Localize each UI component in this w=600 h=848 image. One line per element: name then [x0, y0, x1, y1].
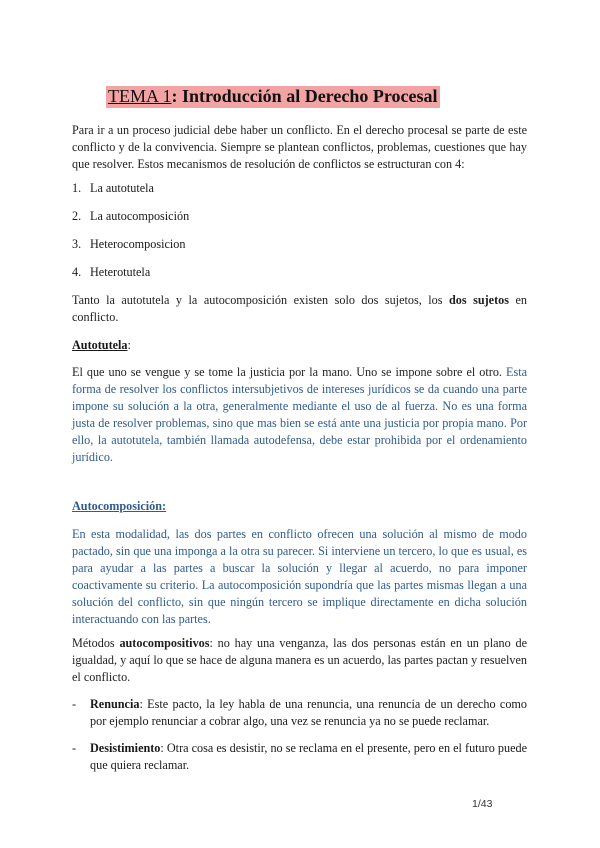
title-prefix: TEMA 1: [108, 86, 172, 106]
list-item-label: La autocomposición: [90, 209, 190, 223]
autotutela-paragraph: [72, 364, 527, 466]
renuncia-rest: : Este pacto, la ley habla de una renuncia, una renuncia de un derecho como por ejemplo renunciar a cobrar algo, una vez se renuncia ya no se puede reclamar.: [90, 697, 527, 728]
list-item-number: 1.: [72, 181, 82, 195]
renuncia-text: [90, 696, 527, 730]
desistimiento-rest: : Otra cosa es desistir, no se reclama en el presente, pero en el futuro puede que quiera reclamar.: [90, 741, 527, 772]
autocomposicion-heading: Autocomposición:: [72, 499, 167, 513]
list-item: [72, 236, 185, 253]
autotutela-blue: Esta forma de resolver los conflictos intersubjetivos de intereses jurídicos se da cuando una parte impone su solución a la otra, generalmente mediante el uso de al fuerza. No es una forma justa de resolver problemas, sino que mas bien se está ante una justicia por propia mano. Por ello, la autotutela, también llamada autodefensa, debe estar prohibida por el ordenamiento jurídico.: [72, 365, 527, 464]
page-number: 1/43: [472, 798, 493, 810]
title-highlight: [106, 86, 440, 108]
desistimiento-text: [90, 740, 527, 774]
two-subjects-after: en conflicto.: [72, 293, 527, 324]
metodos-after: : no hay una venganza, las dos personas están en un plano de igualdad, y aquí lo que se hace de alguna manera es un acuerdo, las partes pactan y resuelven el conflicto.: [72, 636, 527, 684]
metodos-paragraph: [72, 635, 527, 686]
autotutela-plain: El que uno se vengue y se tome la justicia por la mano. Uno se impone sobre el otro.: [72, 365, 507, 379]
metodos-bold: autocompositivos: [119, 636, 210, 650]
page-title: [106, 86, 440, 108]
list-item-label: La autotutela: [90, 181, 154, 195]
list-item-number: 4.: [72, 265, 82, 279]
autotutela-heading: Autotutela: [72, 338, 128, 352]
two-subjects-paragraph: [72, 292, 527, 326]
autocomposicion-paragraph: En esta modalidad, las dos partes en conflicto ofrecen una solución al mismo de modo pactado, sin que una imponga a la otra su parecer. Si interviene un tercero, lo que es usual, es para ayudar a las partes a buscar la solución y llegar al acuerdo, no para imponer coactivamente su criterio. La autocomposición supondría que las partes mismas llegan a una solución del conflicto, sin que ningún tercero se implique directamente en dicha solución interactuando con las partes.: [72, 527, 527, 626]
autotutela-heading-line: [72, 337, 131, 354]
two-subjects-before: Tanto la autotutela y la autocomposición existen solo dos sujetos, los: [72, 293, 449, 307]
two-subjects-bold: dos sujetos: [448, 293, 509, 307]
desistimiento-bold: Desistimiento: [90, 741, 161, 755]
list-item: [72, 264, 150, 281]
title-rest: : Introducción al Derecho Procesal: [171, 86, 438, 106]
dash-bullet: -: [72, 741, 77, 755]
intro-paragraph: Para ir a un proceso judicial debe haber un conflicto. En el derecho procesal se parte de este conflicto y de la convivencia. Siempre se plantean conflictos, problemas, cuestiones que hay que resolver. Estos mecanismos de resolución de conflictos se estructuran con 4:: [72, 123, 527, 171]
list-item: [72, 208, 189, 225]
list-item-label: Heterotutela: [90, 265, 151, 279]
list-item-label: Heterocomposicion: [90, 237, 186, 251]
list-item-renuncia: [72, 696, 527, 730]
list-item-number: 3.: [72, 237, 82, 251]
renuncia-bold: Renuncia: [90, 697, 140, 711]
autotutela-colon: :: [127, 338, 131, 352]
list-item-number: 2.: [72, 209, 82, 223]
metodos-before: Métodos: [72, 636, 120, 650]
list-item: [72, 180, 154, 197]
list-item-desistimiento: [72, 740, 527, 774]
dash-bullet: -: [72, 697, 77, 711]
